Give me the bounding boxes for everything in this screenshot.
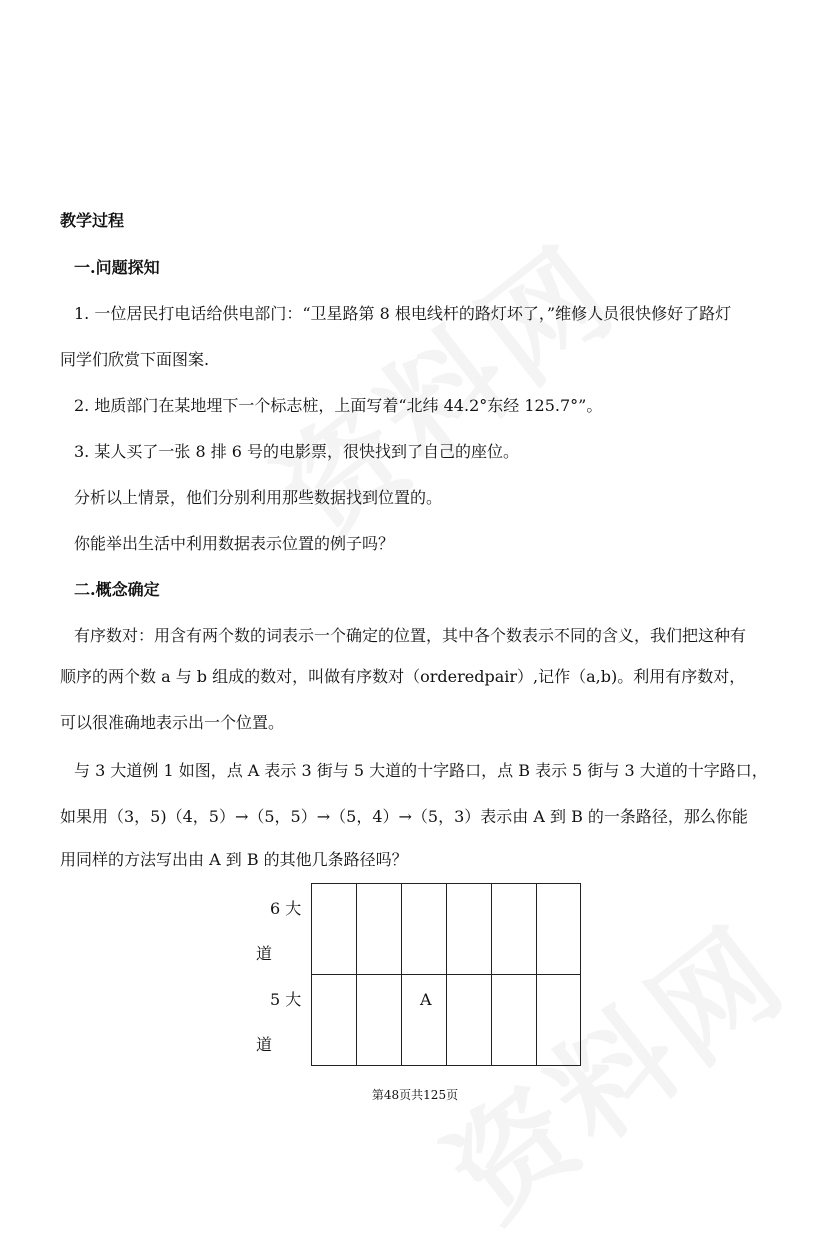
question-line: 你能举出生活中利用数据表示位置的例子吗？ xyxy=(74,534,395,553)
grid-row-line xyxy=(312,974,580,975)
analysis-line: 分析以上情景，他们分别利用那些数据找到位置的。 xyxy=(74,488,443,507)
item-2: 2. 地质部门在某地埋下一个标志桩，上面写着“北纬 44.2°东经 125.7°”。 xyxy=(74,396,603,415)
heading-teaching-process: 教学过程 xyxy=(60,211,125,230)
row-label-5-avenue-line2: 道 xyxy=(256,1035,273,1054)
item-1-continuation: 同学们欣赏下面图案. xyxy=(60,350,210,369)
section-1-title: 一.问题探知 xyxy=(74,258,160,277)
row-label-5-avenue-line1: 5 大 xyxy=(270,990,302,1009)
page-number-footer: 第48页共125页 xyxy=(371,1088,459,1102)
example-line-2: 如果用（3，5)（4，5）→（5，5）→（5，4）→（5，3）表示由 A 到 B 的一条路径，那么你能 xyxy=(60,807,748,826)
street-grid-figure xyxy=(311,883,581,1066)
concept-line-1: 有序数对：用含有两个数的词表示一个确定的位置，其中各个数表示不同的含义，我们把这种有 xyxy=(74,626,747,645)
concept-line-2: 顺序的两个数 a 与 b 组成的数对，叫做有序数对（orderedpair）,记作（a,b)。利用有序数对， xyxy=(60,667,746,686)
row-label-6-avenue-line2: 道 xyxy=(256,944,273,963)
watermark xyxy=(238,200,646,572)
row-label-6-avenue-line1: 6 大 xyxy=(270,899,302,918)
item-1: 1. 一位居民打电话给供电部门：“卫星路第 8 根电线杆的路灯坏了，”维修人员很快修好了路灯 xyxy=(74,304,732,323)
section-2-title: 二.概念确定 xyxy=(74,580,160,599)
point-a-label: A xyxy=(420,990,432,1009)
concept-line-3: 可以很准确地表示出一个位置。 xyxy=(60,713,285,732)
item-3: 3. 某人买了一张 8 排 6 号的电影票，很快找到了自己的座位。 xyxy=(74,442,520,461)
example-line-1: 与 3 大道例 1 如图，点 A 表示 3 街与 5 大道的十字路口，点 B 表示 5 街与 3 大道的十字路口， xyxy=(74,761,768,780)
example-line-3: 用同样的方法写出由 A 到 B 的其他几条路径吗？ xyxy=(60,850,408,869)
